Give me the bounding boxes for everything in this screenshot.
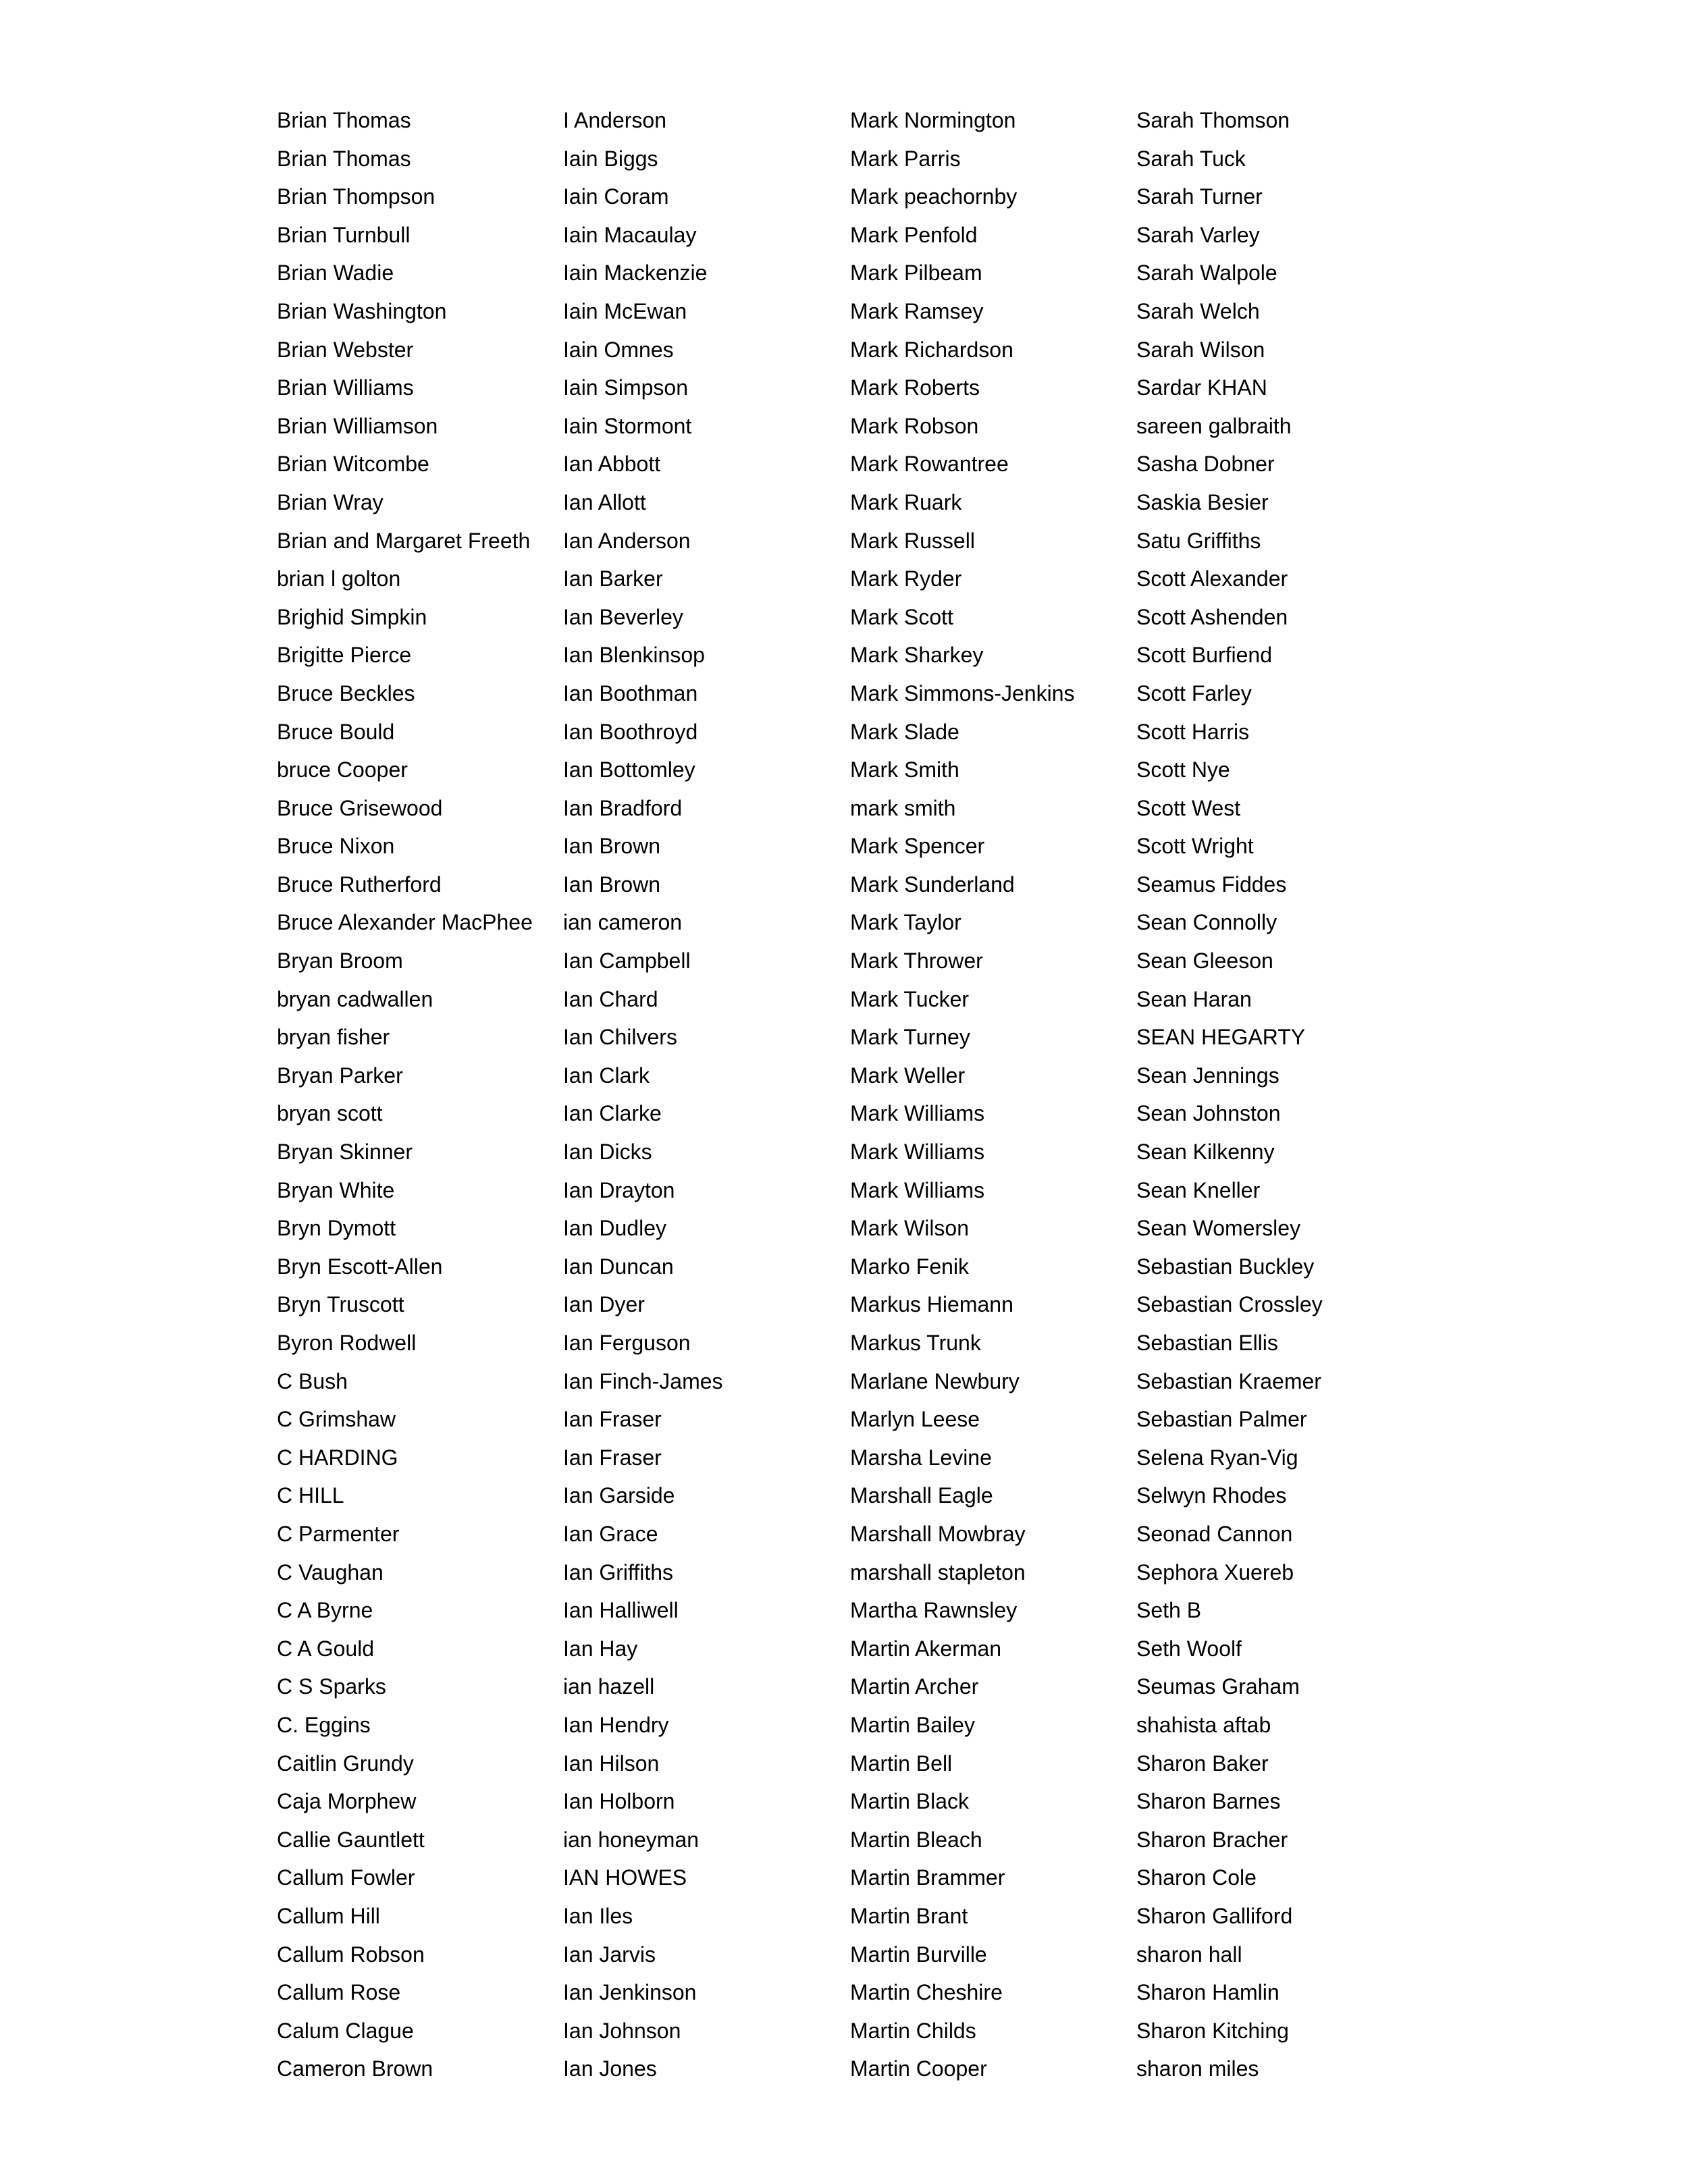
name-entry: Selena Ryan-Vig — [1136, 1445, 1298, 1470]
name-entry: Ian Hilson — [563, 1751, 660, 1776]
name-entry: Mark Slade — [850, 719, 959, 744]
name-entry: Brian Webster — [277, 337, 414, 362]
name-entry: Seumas Graham — [1136, 1674, 1300, 1699]
name-entry: Calum Clague — [277, 2018, 414, 2043]
name-entry: C Vaughan — [277, 1560, 384, 1584]
name-entry: Sarah Varley — [1136, 222, 1260, 247]
name-entry: Iain Coram — [563, 184, 669, 209]
name-entry: Sean Connolly — [1136, 910, 1277, 935]
name-entry: Mark Spencer — [850, 834, 985, 859]
name-entry: Iain Macaulay — [563, 222, 697, 247]
name-entry: Scott Nye — [1136, 757, 1230, 782]
name-entry: ian honeyman — [563, 1827, 700, 1852]
name-entry: C HARDING — [277, 1445, 398, 1470]
name-entry: Mark Thrower — [850, 949, 983, 974]
name-entry: Bryan Broom — [277, 949, 403, 974]
name-entry: Sharon Kitching — [1136, 2018, 1289, 2043]
name-entry: Martin Bailey — [850, 1712, 975, 1737]
name-entry: Ian Finch-James — [563, 1368, 723, 1393]
name-entry: Ian Dyer — [563, 1292, 645, 1317]
name-entry: Sharon Cole — [1136, 1865, 1257, 1890]
name-entry: Sebastian Buckley — [1136, 1254, 1315, 1279]
name-entry: Ian Duncan — [563, 1254, 674, 1279]
name-entry: C Bush — [277, 1368, 348, 1393]
name-entry: Martin Cheshire — [850, 1980, 1003, 2005]
name-column-3 — [850, 101, 1075, 2088]
name-entry: C. Eggins — [277, 1712, 371, 1737]
name-entry: Mark Williams — [850, 1140, 985, 1165]
name-entry: Sarah Thomson — [1136, 108, 1290, 132]
name-entry: Mark Richardson — [850, 337, 1013, 362]
name-entry: Martin Childs — [850, 2018, 976, 2043]
name-entry: C A Byrne — [277, 1598, 373, 1623]
name-entry: Bruce Rutherford — [277, 872, 442, 897]
name-entry: Ian Griffiths — [563, 1560, 674, 1584]
name-entry: Mark Smith — [850, 757, 959, 782]
name-entry: Marsha Levine — [850, 1445, 992, 1470]
name-entry: Sarah Turner — [1136, 184, 1263, 209]
name-entry: Sardar KHAN — [1136, 375, 1267, 400]
name-entry: Bryn Truscott — [277, 1292, 404, 1317]
name-entry: Callum Fowler — [277, 1865, 415, 1890]
name-entry: Ian Boothroyd — [563, 719, 698, 744]
name-entry: Ian Fraser — [563, 1407, 662, 1432]
name-entry: Mark Taylor — [850, 910, 961, 935]
name-entry: Brian Witcombe — [277, 452, 429, 477]
name-entry: Sarah Wilson — [1136, 337, 1265, 362]
name-entry: bruce Cooper — [277, 757, 408, 782]
name-entry: Ian Campbell — [563, 949, 691, 974]
name-entry: mark smith — [850, 795, 956, 820]
name-entry: Mark Tucker — [850, 986, 970, 1011]
name-entry: bryan fisher — [277, 1025, 390, 1050]
name-entry: ian cameron — [563, 910, 683, 935]
name-entry: Martin Black — [850, 1789, 970, 1814]
name-entry: Ian Ferguson — [563, 1331, 691, 1355]
name-entry: Iain Mackenzie — [563, 261, 708, 286]
name-entry: Scott Burfiend — [1136, 643, 1272, 668]
name-entry: Callum Hill — [277, 1903, 380, 1928]
name-entry: Mark Weller — [850, 1063, 966, 1088]
name-entry: Ian Garside — [563, 1483, 675, 1508]
name-entry: Sharon Baker — [1136, 1751, 1269, 1776]
name-entry: Bryan Parker — [277, 1063, 403, 1088]
name-entry: Ian Chard — [563, 986, 658, 1011]
name-entry: Scott Farley — [1136, 681, 1252, 705]
name-entry: Saskia Besier — [1136, 489, 1269, 514]
name-entry: Martin Burville — [850, 1942, 987, 1967]
name-entry: Mark peachornby — [850, 184, 1018, 209]
name-entry: Martin Bell — [850, 1751, 953, 1776]
name-entry: Mark Parris — [850, 146, 961, 171]
name-entry: Mark Williams — [850, 1177, 985, 1202]
name-entry: Sean Gleeson — [1136, 949, 1273, 974]
name-entry: Callum Rose — [277, 1980, 401, 2005]
name-entry: Martin Brammer — [850, 1865, 1005, 1890]
name-entry: Callie Gauntlett — [277, 1827, 425, 1852]
name-column-4 — [1136, 101, 1323, 2088]
name-entry: Mark Penfold — [850, 222, 978, 247]
name-entry: Mark Sharkey — [850, 643, 984, 668]
name-entry: C HILL — [277, 1483, 344, 1508]
name-entry: Brigitte Pierce — [277, 643, 412, 668]
name-entry: Caja Morphew — [277, 1789, 417, 1814]
name-entry: Bryan White — [277, 1177, 395, 1202]
name-entry: Marlane Newbury — [850, 1368, 1020, 1393]
name-entry: C A Gould — [277, 1636, 375, 1661]
name-entry: Iain Stormont — [563, 413, 692, 438]
name-entry: Marshall Mowbray — [850, 1521, 1026, 1546]
name-entry: sareen galbraith — [1136, 413, 1292, 438]
name-entry: Ian Clarke — [563, 1101, 662, 1126]
name-entry: Sebastian Palmer — [1136, 1407, 1307, 1432]
name-entry: Ian Brown — [563, 872, 661, 897]
name-entry: sharon hall — [1136, 1942, 1242, 1967]
name-entry: Sarah Tuck — [1136, 146, 1246, 171]
name-entry: C Grimshaw — [277, 1407, 396, 1432]
name-entry: Ian Jenkinson — [563, 1980, 697, 2005]
name-entry: Markus Trunk — [850, 1331, 981, 1355]
name-entry: sharon miles — [1136, 2056, 1259, 2081]
name-entry: Brighid Simpkin — [277, 604, 427, 629]
name-entry: Bruce Alexander MacPhee — [277, 910, 533, 935]
name-entry: Mark Roberts — [850, 375, 980, 400]
name-entry: Brian Williamson — [277, 413, 438, 438]
name-entry: Sean Kneller — [1136, 1177, 1261, 1202]
name-entry: Ian Anderson — [563, 528, 691, 553]
name-entry: Ian Beverley — [563, 604, 683, 629]
name-entry: brian l golton — [277, 566, 401, 591]
name-entry: Sean Womersley — [1136, 1216, 1301, 1241]
name-entry: SEAN HEGARTY — [1136, 1025, 1306, 1050]
name-entry: Brian Thomas — [277, 108, 411, 132]
name-entry: Mark Rowantree — [850, 452, 1009, 477]
name-entry: Mark Scott — [850, 604, 953, 629]
name-entry: Brian Turnbull — [277, 222, 411, 247]
name-entry: Marshall Eagle — [850, 1483, 993, 1508]
name-entry: ian hazell — [563, 1674, 655, 1699]
name-entry: Mark Ruark — [850, 489, 962, 514]
name-entry: Scott Harris — [1136, 719, 1250, 744]
name-entry: Sephora Xuereb — [1136, 1560, 1294, 1584]
name-entry: Seonad Cannon — [1136, 1521, 1293, 1546]
name-entry: Martin Akerman — [850, 1636, 1002, 1661]
name-entry: Ian Brown — [563, 834, 661, 859]
name-entry: Mark Ryder — [850, 566, 962, 591]
name-entry: Martin Cooper — [850, 2056, 987, 2081]
name-entry: Scott Alexander — [1136, 566, 1288, 591]
name-entry: Mark Robson — [850, 413, 979, 438]
name-entry: Ian Barker — [563, 566, 663, 591]
name-entry: Satu Griffiths — [1136, 528, 1261, 553]
name-column-2 — [563, 101, 723, 2088]
name-entry: bryan cadwallen — [277, 986, 433, 1011]
name-entry: Mark Williams — [850, 1101, 985, 1126]
name-entry: Ian Chilvers — [563, 1025, 677, 1050]
name-entry: Iain Biggs — [563, 146, 658, 171]
name-entry: Ian Abbott — [563, 452, 661, 477]
name-entry: Scott West — [1136, 795, 1241, 820]
name-entry: Callum Robson — [277, 1942, 425, 1967]
name-entry: Martin Bleach — [850, 1827, 982, 1852]
name-entry: Brian Wray — [277, 489, 384, 514]
name-entry: Bruce Grisewood — [277, 795, 443, 820]
name-entry: Sarah Welch — [1136, 298, 1260, 323]
name-entry: Martin Brant — [850, 1903, 968, 1928]
name-entry: Brian Washington — [277, 298, 447, 323]
name-entry: Ian Clark — [563, 1063, 650, 1088]
name-entry: Ian Fraser — [563, 1445, 662, 1470]
name-entry: Ian Jarvis — [563, 1942, 656, 1967]
name-entry: Markus Hiemann — [850, 1292, 1013, 1317]
name-entry: Mark Simmons-Jenkins — [850, 681, 1075, 705]
name-entry: Sasha Dobner — [1136, 452, 1275, 477]
name-entry: Ian Johnson — [563, 2018, 681, 2043]
name-entry: Mark Wilson — [850, 1216, 970, 1241]
name-entry: Ian Blenkinsop — [563, 643, 705, 668]
name-entry: Sharon Bracher — [1136, 1827, 1288, 1852]
name-entry: Byron Rodwell — [277, 1331, 417, 1355]
name-entry: Mark Russell — [850, 528, 975, 553]
name-entry: Sharon Barnes — [1136, 1789, 1281, 1814]
name-entry: Bryn Dymott — [277, 1216, 396, 1241]
name-entry: Mark Ramsey — [850, 298, 984, 323]
name-entry: C Parmenter — [277, 1521, 400, 1546]
name-entry: Seth B — [1136, 1598, 1202, 1623]
name-entry: Iain Omnes — [563, 337, 674, 362]
name-entry: Ian Drayton — [563, 1177, 675, 1202]
name-entry: Scott Ashenden — [1136, 604, 1288, 629]
name-entry: Ian Jones — [563, 2056, 657, 2081]
name-entry: Sebastian Kraemer — [1136, 1368, 1321, 1393]
name-entry: Selwyn Rhodes — [1136, 1483, 1287, 1508]
name-entry: Ian Hay — [563, 1636, 638, 1661]
name-column-1 — [277, 101, 533, 2088]
name-entry: Caitlin Grundy — [277, 1751, 414, 1776]
name-entry: Sean Jennings — [1136, 1063, 1280, 1088]
name-entry: Bryn Escott-Allen — [277, 1254, 443, 1279]
name-entry: Seamus Fiddes — [1136, 872, 1287, 897]
name-entry: Sean Haran — [1136, 986, 1252, 1011]
name-entry: Ian Halliwell — [563, 1598, 679, 1623]
name-entry: Brian Thomas — [277, 146, 411, 171]
name-entry: IAN HOWES — [563, 1865, 687, 1890]
name-entry: Scott Wright — [1136, 834, 1254, 859]
name-entry: Sean Johnston — [1136, 1101, 1281, 1126]
name-entry: Ian Iles — [563, 1903, 633, 1928]
name-entry: Sharon Hamlin — [1136, 1980, 1280, 2005]
name-entry: Brian Williams — [277, 375, 414, 400]
name-entry: Sharon Galliford — [1136, 1903, 1293, 1928]
name-entry: Bruce Beckles — [277, 681, 415, 705]
name-entry: Mark Pilbeam — [850, 261, 982, 286]
name-entry: Martin Archer — [850, 1674, 979, 1699]
name-entry: Ian Bradford — [563, 795, 683, 820]
name-entry: Seth Woolf — [1136, 1636, 1242, 1661]
name-entry: Ian Bottomley — [563, 757, 695, 782]
name-entry: Ian Grace — [563, 1521, 658, 1546]
name-entry: Bryan Skinner — [277, 1140, 413, 1165]
name-entry: Ian Dicks — [563, 1140, 652, 1165]
name-entry: Ian Dudley — [563, 1216, 666, 1241]
name-entry: Ian Allott — [563, 489, 646, 514]
name-entry: Iain Simpson — [563, 375, 688, 400]
name-entry: Ian Holborn — [563, 1789, 675, 1814]
name-entry: C S Sparks — [277, 1674, 386, 1699]
name-entry: Ian Hendry — [563, 1712, 669, 1737]
name-entry: Mark Sunderland — [850, 872, 1015, 897]
name-entry: Sebastian Ellis — [1136, 1331, 1278, 1355]
name-entry: Bruce Nixon — [277, 834, 395, 859]
name-entry: Mark Turney — [850, 1025, 970, 1050]
name-entry: Sean Kilkenny — [1136, 1140, 1275, 1165]
name-entry: bryan scott — [277, 1101, 383, 1126]
name-entry: I Anderson — [563, 108, 666, 132]
name-entry: Ian Boothman — [563, 681, 698, 705]
name-entry: Mark Normington — [850, 108, 1016, 132]
name-entry: Sebastian Crossley — [1136, 1292, 1323, 1317]
name-entry: shahista aftab — [1136, 1712, 1271, 1737]
name-entry: Marlyn Leese — [850, 1407, 980, 1432]
name-entry: Marko Fenik — [850, 1254, 970, 1279]
name-entry: Sarah Walpole — [1136, 261, 1277, 286]
name-entry: Bruce Bould — [277, 719, 395, 744]
name-entry: Martha Rawnsley — [850, 1598, 1018, 1623]
name-entry: Cameron Brown — [277, 2056, 433, 2081]
name-entry: Iain McEwan — [563, 298, 687, 323]
name-entry: marshall stapleton — [850, 1560, 1026, 1584]
name-entry: Brian and Margaret Freeth — [277, 528, 531, 553]
name-entry: Brian Wadie — [277, 261, 394, 286]
name-entry: Brian Thompson — [277, 184, 436, 209]
